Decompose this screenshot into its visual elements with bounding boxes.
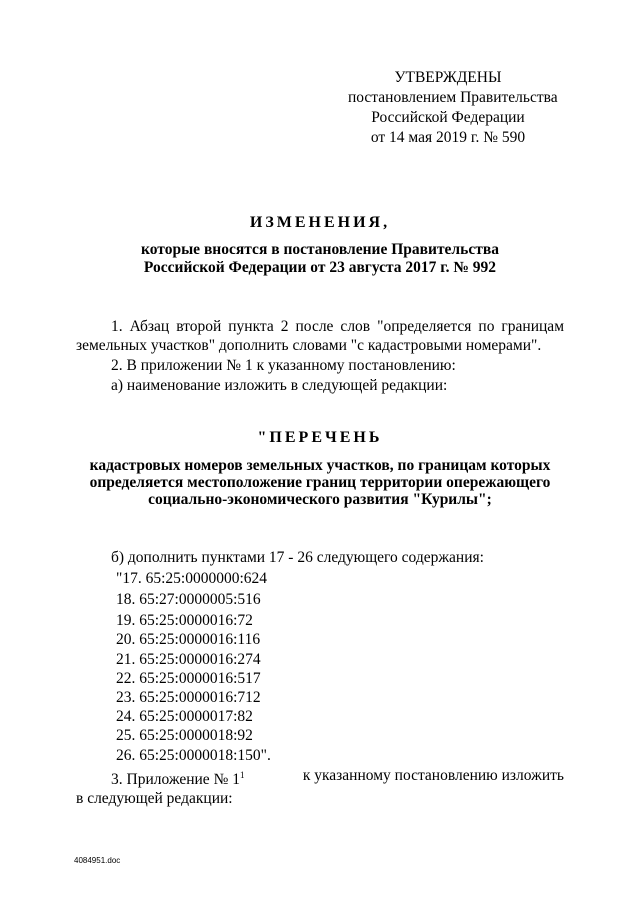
- changes-title: ИЗМЕНЕНИЯ,: [249, 214, 391, 231]
- list-item: 23. 65:25:0000016:712: [116, 689, 261, 706]
- changes-subtitle-line-1: которые вносятся в постановление Правительства: [141, 241, 499, 258]
- list-item: "17. 65:25:0000000:624: [116, 570, 267, 587]
- item-3-sup: 1: [239, 770, 245, 780]
- item-3-line-2: в следующей редакции:: [76, 790, 233, 808]
- list-item: 18. 65:27:0000005:516: [116, 591, 261, 608]
- list-item: 24. 65:25:0000017:82: [116, 708, 253, 725]
- approval-title: УТВЕРЖДЕНЫ: [394, 69, 502, 86]
- changes-subtitle-line-2: Российской Федерации от 23 августа 2017 г. № 992: [143, 259, 497, 276]
- footer-filename: 4084951.doc: [74, 856, 121, 865]
- item-3-suffix: к указанному постановлению изложить: [302, 767, 564, 784]
- item-2b: б) дополнить пунктами 17 - 26 следующего содержания:: [111, 549, 484, 566]
- list-subtitle: [80, 457, 560, 508]
- item-1-line-2: земельных участков" дополнить словами "с кадастровыми номерами".: [76, 337, 542, 354]
- list-item: 21. 65:25:0000016:274: [116, 651, 261, 668]
- list-subtitle-line-3: социально-экономического развития "Курилы";: [148, 491, 492, 508]
- approval-line-3: Российской Федерации: [371, 109, 525, 126]
- list-item: 26. 65:25:0000018:150".: [116, 747, 271, 764]
- changes-subtitle: [80, 241, 560, 277]
- approval-line-2: постановлением Правительства: [348, 89, 558, 106]
- item-2: 2. В приложении № 1 к указанному постановлению:: [111, 357, 456, 374]
- approval-block: [348, 68, 558, 148]
- item-1: [76, 317, 564, 355]
- item-2a: а) наименование изложить в следующей редакции:: [111, 377, 448, 394]
- list-subtitle-line-2: определяется местоположение границ территории опережающего: [89, 474, 551, 491]
- list-item: 19. 65:25:0000016:72: [116, 612, 253, 629]
- item-3-line-1: [76, 766, 564, 789]
- list-item: 20. 65:25:0000016:116: [116, 631, 261, 648]
- item-1-line-1: 1. Абзац второй пункта 2 после слов "определяется по границам: [111, 318, 564, 335]
- list-item: 25. 65:25:0000018:92: [116, 727, 253, 744]
- list-item: 22. 65:25:0000016:517: [116, 670, 261, 687]
- list-title: "ПЕРЕЧЕНЬ: [257, 429, 383, 446]
- item-3-prefix: [111, 766, 244, 789]
- item-3: [76, 766, 564, 808]
- item-3-prefix-text: 3. Приложение № 1: [111, 771, 240, 789]
- list-subtitle-line-1: кадастровых номеров земельных участков, по границам которых: [89, 457, 551, 474]
- approval-line-4: от 14 мая 2019 г. № 590: [370, 129, 526, 146]
